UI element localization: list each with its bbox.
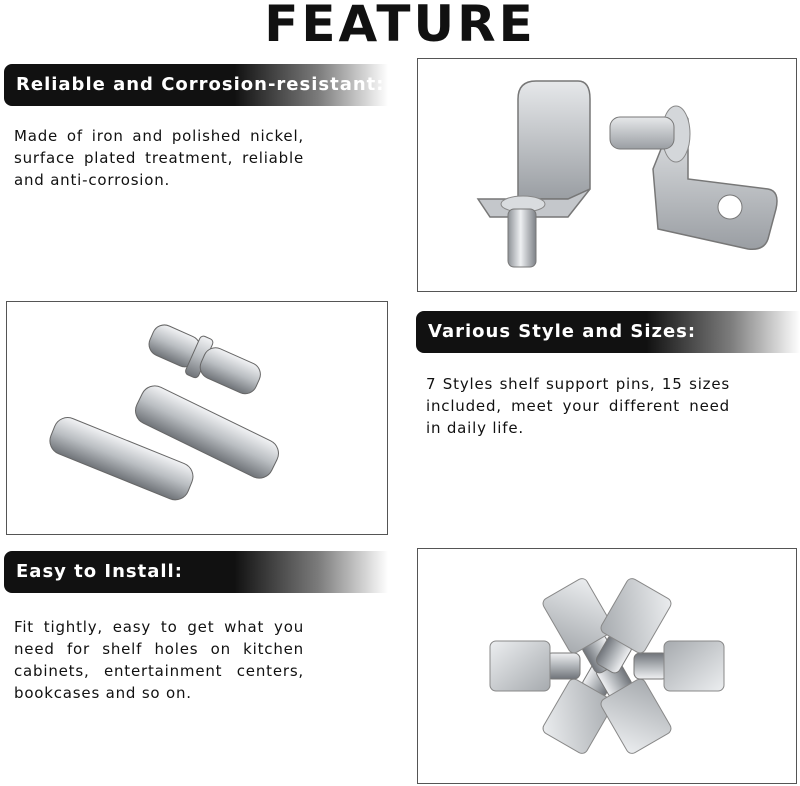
section-description-various: 7 Styles shelf support pins, 15 sizes included, meet your different need in daily life. (426, 375, 730, 437)
section-heading-various: Various Style and Sizes: (416, 311, 800, 353)
spoon-pins-illustration (418, 549, 796, 783)
section-description-reliable: Made of iron and polished nickel, surface plated treatment, reliable and anti-corrosion. (14, 127, 304, 189)
cylindrical-pins-illustration (7, 302, 387, 534)
bracket-plate (518, 81, 590, 199)
photo-spoon-pins (417, 548, 797, 784)
bracket-pin (508, 209, 536, 267)
l-bracket-pins-illustration (418, 59, 796, 291)
spoon-pin-group (490, 576, 724, 755)
photo-l-bracket-pins (417, 58, 797, 292)
bracket-right-pin (610, 117, 674, 149)
bracket-hole (718, 195, 742, 219)
section-heading-install: Easy to Install: (4, 551, 388, 593)
page-title: FEATURE (264, 0, 536, 53)
photo-cylindrical-pins (6, 301, 388, 535)
section-description-install: Fit tightly, easy to get what you need for shelf holes on kitchen cabinets, entertainment centers, bookcases and so on. (14, 618, 304, 702)
section-heading-reliable: Reliable and Corrosion-resistant: (4, 64, 388, 106)
